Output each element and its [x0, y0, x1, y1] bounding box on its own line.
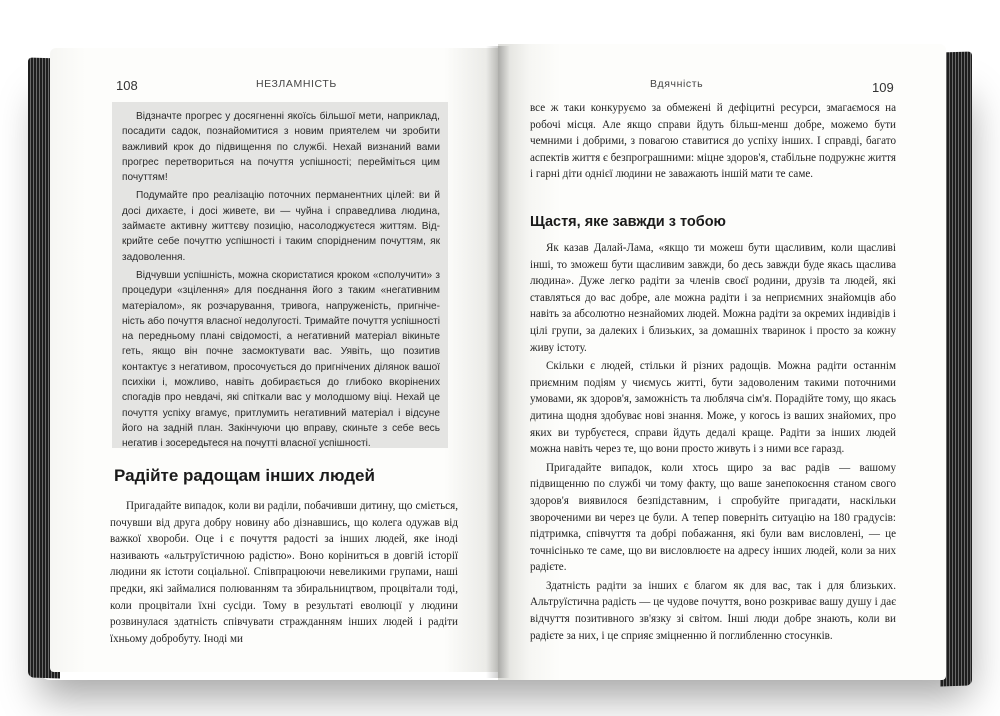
body-paragraph: Пригадайте випадок, коли ви раділи, побачивши дитину, що сміється, почувши від друга добру новину або дізнавшись, що колега одужав від важкої хвороби. Оце і є почуття радості за інших людей, яке іноді називають «альтруїстичною радістю». Воно коріниться в довгій історії людини як істоти соціальної. Співпрацюючи невеликими групами, наші предки, які займалися полюванням та збиральництвом, процвітали тоді, коли процвітали їхні сусіди. Тому в результаті еволюції у людини розвинулася здатність співчувати стражданням інших людей і радіти їхньому добробуту. Іноді ми — [110, 500, 458, 645]
right-section-heading: Щастя, яке завжди з тобою — [530, 214, 726, 230]
right-intro-text — [530, 100, 896, 183]
body-paragraph: Здатність радіти за інших є благом як для вас, так і для близьких. Альтруїстична радість — це чудове почуття, воно розкриває вашу душу і дає відчуття позитивного зв'язку зі світом. Інші люди добре знають, коли ви радієте за них, і це сприяє зміцненню й поглибленню стосунків. — [530, 579, 896, 642]
body-paragraph: Скільки є людей, стільки й різних радощів. Можна радіти останнім приємним подіям у чиємусь житті, бути задоволеним такими поточними умовами, як здоров'я, заможність та любляча сім'я. Порадійте тому, що якась дитина щодня здобуває нові знання. Може, у когось із ваших знайомих, про яких ви турбуєтеся, справи йдуть дедалі краще. Радіти за інших людей можна навіть через те, що вони просто живуть і з ними все гаразд. — [530, 360, 896, 456]
right-page-number: 109 — [872, 80, 894, 95]
left-page-number: 108 — [116, 78, 138, 93]
right-running-head: Вдячність — [650, 78, 704, 90]
left-running-head: НЕЗЛАМНІСТЬ — [256, 78, 337, 90]
body-paragraph: все ж таки конкуруємо за обмежені й дефіцитні ресурси, змагаємося на робочі місця. Але якщо справи йдуть більш-менш добре, можемо бути чемними і добрими, з повагою ставитися до успіху інших. І справді, багато аспектів життя є безпрограшними: міцне здоров'я, стабільне подружнє життя і гарні діти однієї людини не заважають іншій мати те саме. — [530, 102, 896, 181]
left-body-text — [110, 498, 458, 647]
right-page — [498, 44, 946, 680]
right-body-text — [530, 240, 896, 644]
sidebar-paragraph: Відзначте прогрес у досягненні якоїсь більшої мети, наприклад, посадити садок, познайомитися з новим приятелем чи зробити важливий крок до підвищення по службі. Нехай визнаний вами прогрес перетвориться на почуття успішності; перейміться цим почуттям! — [122, 111, 440, 184]
body-paragraph: Пригадайте випадок, коли хтось щиро за вас радів — вашому підвищенню по службі чи тому факту, що ваше занепокоєння станом свого здоров'я виявилося безпідставним, і спробуйте пригадати, наскільки звороченими ви через це були. А тепер поверніть ситуацію на 180 градусів: підтримка, співчуття та добрі побажання, які були вам висловлені, — це точнісінько те саме, що ви висловлюєте на адресу інших людей, коли за них радієте. — [530, 461, 896, 574]
exercise-sidebar — [112, 102, 448, 448]
sidebar-paragraph: Подумайте про реалізацію поточних перманентних цілей: ви й досі дихаєте, і досі живете, ви — чуйна і справедлива людина, займаєте активну життєву позицію, насолоджуєтеся життям. Відкрийте себе почуттю успішності і таким спорідненим почуттям, як задоволення. — [122, 190, 440, 263]
body-paragraph: Як казав Далай-Лама, «якщо ти можеш бути щасливим, коли щасливі інші, то зможеш бути щасливим завжди, бо десь завжди буде якась щаслива людина». Дуже легко радіти за членів своєї родини, друзів та людей, які ставляться до вас добре, але можна радіти і за неприємних знайомців або навіть за абсолютно незнайомих людей. Можна радіти за окремих індивідів і цілі групи, за далеких і близьких, за домашніх тваринок і просто за кожну живу істоту. — [530, 242, 896, 354]
left-page — [50, 48, 498, 672]
left-section-heading: Радійте радощам інших людей — [114, 466, 375, 485]
sidebar-paragraph: Відчувши успішність, можна скористатися кроком «сполучити» з процедури «зцілення» для поєднання його з таким «негативним матеріалом», як розчарування, тривога, напруженість, пригніченість або почуття власної недолугості. Тримайте почуття успішності на передньому плані свідомості, а негативний матеріал вікиньте геть, якщо він почне засмоктувати вас. Уявіть, що позитив контактує з негативом, просочується до пригнічених ділянок вашої психіки і, можливо, навіть добирається до глибоко вкорінених спогадів про невдачі, які спіткали вас у молодшому віці. Нехай це почуття успіху вгамує, притлумить негативний матеріал і відсуне його на задній план. Закінчуючи цю вправу, скиньте з себе весь негатив і зосередьтеся на почутті власної успішності. — [122, 269, 440, 450]
